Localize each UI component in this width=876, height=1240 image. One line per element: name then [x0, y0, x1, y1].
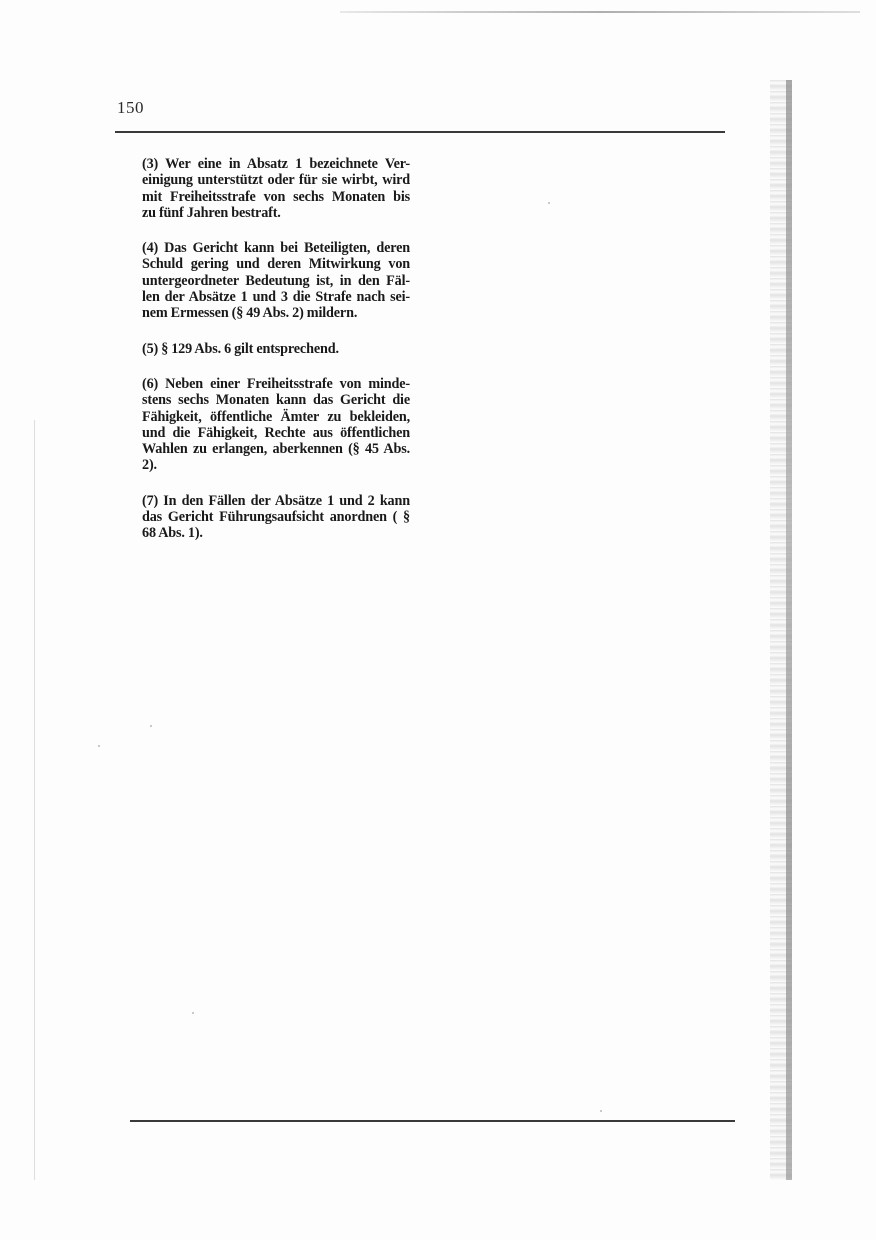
text-line: (6) Neben einer Freiheitsstrafe von minde-: [142, 375, 410, 392]
page-number: 150: [117, 98, 144, 117]
text-line: Fähigkeit, öffentliche Ämter zu bekleiden,: [142, 408, 410, 425]
paragraph-abs-5: [142, 341, 410, 357]
scan-artifact-right-edge: [770, 80, 792, 1180]
text-line: 2).: [142, 457, 157, 474]
text-line: (7) In den Fällen der Absätze 1 und 2 kann: [142, 492, 410, 509]
paragraph-abs-6: [142, 376, 410, 474]
scan-speck: [600, 1110, 602, 1112]
text-line: untergeordneter Bedeutung ist, in den Fäl-: [142, 272, 410, 289]
paragraph-abs-7: [142, 493, 410, 542]
text-line: len der Absätze 1 und 3 die Strafe nach sei-: [142, 289, 410, 306]
text-line: 68 Abs. 1).: [142, 525, 203, 542]
scan-speck: [98, 745, 100, 747]
text-line: das Gericht Führungsaufsicht anordnen ( §: [142, 509, 410, 526]
paragraph-abs-3: [142, 156, 410, 221]
text-line: (4) Das Gericht kann bei Beteiligten, deren: [142, 240, 410, 257]
text-line: Schuld gering und deren Mitwirkung von: [142, 256, 410, 273]
scan-artifact-top-line: [340, 11, 860, 13]
text-line: Wahlen zu erlangen, aberkennen (§ 45 Abs.: [142, 441, 410, 458]
header-rule: [115, 131, 725, 133]
scan-speck: [548, 202, 550, 204]
text-line: einigung unterstützt oder für sie wirbt, wird: [142, 172, 410, 189]
footer-rule: [130, 1120, 735, 1122]
text-line: zu fünf Jahren bestraft.: [142, 204, 281, 221]
text-line: nem Ermessen (§ 49 Abs. 2) mildern.: [142, 305, 358, 322]
text-line: und die Fähigkeit, Rechte aus öffentlichen: [142, 424, 410, 441]
text-line: stens sechs Monaten kann das Gericht die: [142, 392, 410, 409]
scan-speck: [192, 1012, 194, 1014]
text-line: mit Freiheitsstrafe von sechs Monaten bis: [142, 188, 410, 205]
scan-artifact-left-line: [34, 420, 35, 1180]
paragraph-abs-4: [142, 240, 410, 321]
scan-speck: [150, 725, 152, 727]
text-line: (3) Wer eine in Absatz 1 bezeichnete Ver-: [142, 156, 410, 172]
text-line: (5) § 129 Abs. 6 gilt entsprechend.: [142, 340, 339, 357]
legal-text-column: [142, 156, 410, 561]
